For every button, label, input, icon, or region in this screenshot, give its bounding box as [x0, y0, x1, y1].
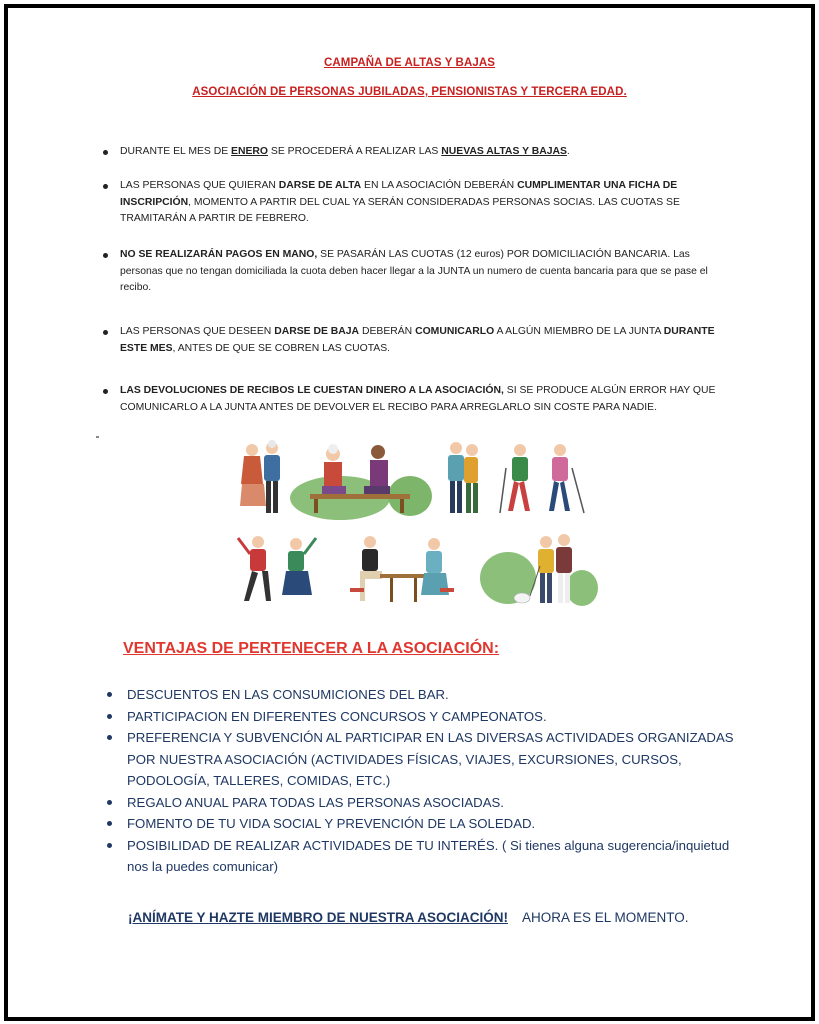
benefits-heading: VENTAJAS DE PERTENECER A LA ASOCIACIÓN:	[123, 640, 500, 657]
list-item: PREFERENCIA Y SUBVENCIÓN AL PARTICIPAR EN LAS DIVERSAS ACTIVIDADES ORGANIZADAS POR NUESTRA ASOCIACIÓN (ACTIVIDADES FÍSICAS, VIAJES, EXCURSIONES, CURSOS, PODOLOGÍA, TALLERES, COMIDAS, ETC.)	[123, 727, 743, 792]
bullet-icon	[107, 692, 112, 697]
list-item: POSIBILIDAD DE REALIZAR ACTIVIDADES DE TU INTERÉS. ( Si tienes alguna sugerencia/inquietud nos la puedes comunicar)	[123, 835, 743, 878]
bench-scene	[290, 444, 432, 520]
list-item: FOMENTO DE TU VIDA SOCIAL Y PREVENCIÓN DE LA SOLEDAD.	[123, 813, 743, 835]
bullet-icon	[103, 330, 108, 335]
nordic-walkers	[500, 444, 584, 513]
cta-strong: ¡ANÍMATE Y HAZTE MIEMBRO DE NUESTRA ASOCIACIÓN!	[128, 910, 509, 925]
rule-alta: LAS PERSONAS QUE QUIERAN DARSE DE ALTA EN LA ASOCIACIÓN DEBERÁN CUMPLIMENTAR UNA FICHA DE INSCRIPCIÓN, MOMENTO A PARTIR DEL CUAL YA SERÁN CONSIDERADAS PERSONAS SOCIAS. LAS CUOTAS SE TRAMITARÁN A PARTIR DE FEBRERO.	[120, 178, 732, 228]
bullet-icon	[107, 843, 112, 848]
chess-players	[350, 536, 454, 602]
bullet-icon	[103, 389, 108, 394]
association-name: ASOCIACIÓN DE PERSONAS JUBILADAS, PENSIONISTAS Y TERCERA EDAD.	[192, 86, 627, 98]
list-item: PARTICIPACION EN DIFERENTES CONCURSOS Y CAMPEONATOS.	[123, 706, 743, 728]
rule-baja: LAS PERSONAS QUE DESEEN DARSE DE BAJA DEBERÁN COMUNICARLO A ALGÚN MIEMBRO DE LA JUNTA DURANTE ESTE MES, ANTES DE QUE SE COBREN LAS CUOTAS.	[120, 324, 732, 357]
bullet-icon	[107, 714, 112, 719]
benefits-list	[123, 684, 743, 878]
bullet-icon	[103, 184, 108, 189]
bullet-icon	[103, 150, 108, 155]
rule-pagos: NO SE REALIZARÁN PAGOS EN MANO, SE PASARÁN LAS CUOTAS (12 euros) POR DOMICILIACIÓN BANCARIA. Las personas que no tengan domiciliada la cuota deben hacer llegar a la JUNTA un numero de cuenta bancaria para que se pase el recibo.	[120, 247, 732, 297]
flyer-title: CAMPAÑA DE ALTAS Y BAJAS	[323, 57, 496, 69]
scan-speck	[96, 436, 99, 438]
list-item: DESCUENTOS EN LAS CONSUMICIONES DEL BAR.	[123, 684, 743, 706]
couple-figures	[240, 440, 280, 513]
bullet-icon	[103, 253, 108, 258]
flyer-page	[4, 4, 815, 1021]
call-to-action	[128, 910, 689, 925]
cta-rest: AHORA ES EL MOMENTO.	[522, 910, 689, 925]
bullet-icon	[107, 800, 112, 805]
bullet-icon	[107, 735, 112, 740]
rule-enero: DURANTE EL MES DE ENERO SE PROCEDERÁ A REALIZAR LAS NUEVAS ALTAS Y BAJAS.	[120, 144, 732, 161]
seniors-activities-illustration	[230, 438, 600, 618]
dancers	[238, 536, 316, 601]
park-walk	[480, 534, 598, 606]
couple-figures	[448, 442, 478, 513]
rule-devoluciones: LAS DEVOLUCIONES DE RECIBOS LE CUESTAN DINERO A LA ASOCIACIÓN, SI SE PRODUCE ALGÚN ERROR HAY QUE COMUNICARLO A LA JUNTA ANTES DE DEVOLVER EL RECIBO PARA ARREGLARLO SIN COSTE PARA NADIE.	[120, 383, 732, 416]
list-item: REGALO ANUAL PARA TODAS LAS PERSONAS ASOCIADAS.	[123, 792, 743, 814]
bullet-icon	[107, 821, 112, 826]
